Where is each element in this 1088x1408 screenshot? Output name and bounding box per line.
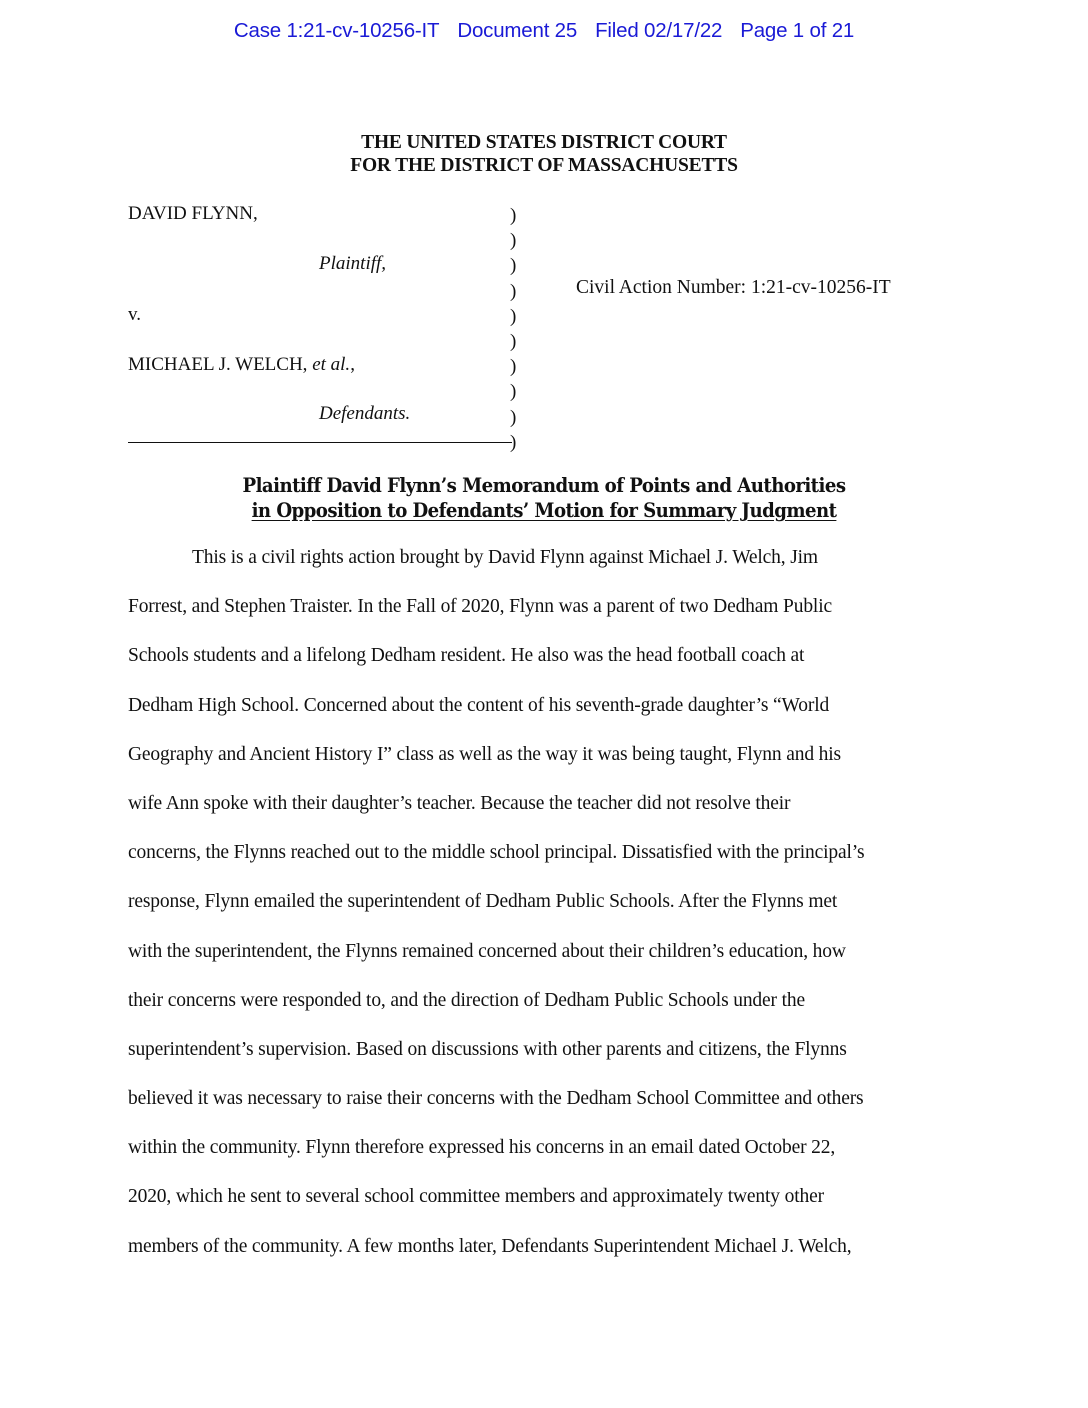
body-line: their concerns were responded to, and the direction of Dedham Public Schools under the [128,989,805,1011]
et-al: et al. [312,354,351,375]
body-line: within the community. Flynn therefore expressed his concerns in an email dated October 22, [128,1137,836,1159]
defendant-name-text: MICHAEL J. WELCH, [128,354,313,375]
page-indicator: Page 1 of 21 [740,19,855,42]
caption-paren: ) [510,356,517,378]
document-number: Document 25 [457,19,578,42]
body-line: Geography and Ancient History I” class as well as the way it was being taught, Flynn and his [128,743,841,765]
court-title [0,131,1088,177]
body-line: Forrest, and Stephen Traister. In the Fall of 2020, Flynn was a parent of two Dedham Public [128,596,832,618]
memorandum-title [38,473,1050,523]
body-line: with the superintendent, the Flynns remained concerned about their children’s education, how [128,940,846,962]
versus: v. [128,304,142,325]
ecf-filing-header [0,19,1088,43]
caption-paren: ) [510,381,517,403]
body-paragraph [128,546,958,1284]
caption-paren: ) [510,280,517,302]
caption-divider-line [128,442,512,443]
caption-paren: ) [510,205,517,226]
memorandum-title-line-1: Plaintiff David Flynn’s Memorandum of Points and Authorities [242,474,846,497]
body-line: Dedham High School. Concerned about the content of his seventh-grade daughter’s “World [128,694,830,716]
defendant-comma: , [350,354,355,375]
defendants-label: Defendants. [319,403,411,424]
plaintiff-name: DAVID FLYNN, [128,203,258,224]
body-line: wife Ann spoke with their daughter’s teacher. Because the teacher did not resolve their [128,792,791,814]
memorandum-title-line-2-text: in Opposition to Defendants’ Motion for Summary Judgment [251,499,837,522]
body-line: believed it was necessary to raise their concerns with the Dedham School Committee and others [128,1088,864,1110]
body-line: response, Flynn emailed the superintendent of Dedham Public Schools. After the Flynns met [128,891,838,913]
body-line: This is a civil rights action brought by David Flynn against Michael J. Welch, Jim [192,547,818,568]
caption-paren: ) [510,255,517,277]
body-line: Schools students and a lifelong Dedham resident. He also was the head football coach at [128,645,805,667]
court-title-line-1: THE UNITED STATES DISTRICT COURT [361,132,727,153]
plaintiff-label: Plaintiff, [319,253,387,274]
court-title-line-2: FOR THE DISTRICT OF MASSACHUSETTS [350,155,738,176]
filed-date: Filed 02/17/22 [595,19,723,42]
caption-paren: ) [510,331,517,353]
body-line: superintendent’s supervision. Based on discussions with other parents and citizens, the Flynns [128,1038,847,1060]
memorandum-title-line-2 [38,498,1050,523]
case-number: Case 1:21-cv-10256-IT [233,19,440,42]
caption-parentheses [510,203,522,455]
case-caption [128,203,528,453]
caption-paren: ) [510,431,517,453]
civil-action-number: Civil Action Number: 1:21-cv-10256-IT [576,277,891,298]
caption-paren: ) [510,305,517,327]
body-line: members of the community. A few months later, Defendants Superintendent Michael J. Welch, [128,1235,852,1257]
caption-paren: ) [510,230,517,252]
defendant-name [128,354,355,376]
body-line: concerns, the Flynns reached out to the middle school principal. Dissatisfied with the principal’s [128,842,865,864]
caption-paren: ) [510,406,517,428]
body-line: 2020, which he sent to several school committee members and approximately twenty other [128,1186,824,1208]
